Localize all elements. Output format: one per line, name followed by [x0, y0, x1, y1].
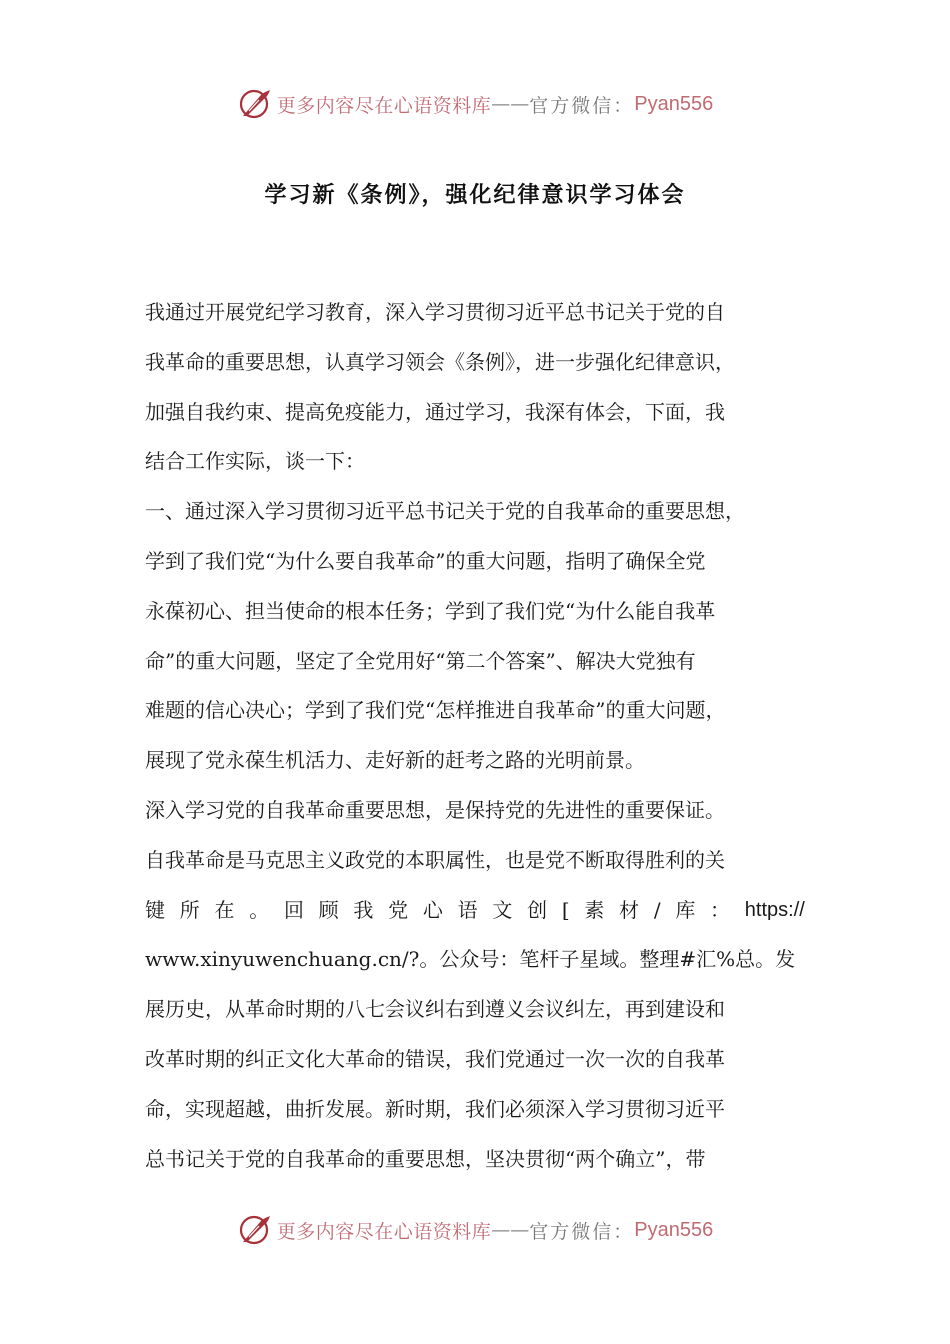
text-segment: 在 [214, 897, 235, 922]
text-segment: / [653, 897, 661, 922]
quill-logo-icon [237, 1212, 273, 1248]
banner-wechat-label: 官方微信： [529, 1220, 635, 1243]
banner-wechat-label: 官方微信： [529, 94, 635, 117]
text-segment: 键 [145, 897, 165, 922]
text-line: 永葆初心、担当使命的根本任务；学到了我们党“为什么能自我革 [145, 598, 716, 623]
text-line: 结合工作实际，谈一下： [145, 449, 365, 474]
footer-banner [0, 1208, 950, 1252]
text-segment: [ [561, 897, 570, 922]
text-segment: 党 [388, 897, 409, 922]
text-segment: 所 [179, 897, 200, 922]
url-segment[interactable]: https:// [744, 898, 805, 921]
text-segment: 文 [492, 897, 513, 922]
text-line: 学到了我们党“为什么要自我革命”的重大问题，指明了确保全党 [145, 548, 706, 573]
header-banner [0, 82, 950, 126]
text-line: 命”的重大问题，坚定了全党用好“第二个答案”、解决大党独有 [145, 648, 696, 673]
text-line: www.xinyuwenchuang.cn/?。公众号：笔杆子星域。整理#汇%总。发 [145, 947, 796, 972]
text-segment: 素 [584, 897, 605, 922]
text-segment: 。 [249, 897, 270, 922]
document-title: 学习新《条例》，强化纪律意识学习体会 [264, 183, 686, 208]
text-line: 一、通过深入学习贯彻习近平总书记关于党的自我革命的重要思想， [145, 499, 745, 524]
text-line: 展现了党永葆生机活力、走好新的赶考之路的光明前景。 [145, 748, 645, 773]
justified-text-line [145, 886, 805, 936]
text-line: 深入学习党的自我革命重要思想，是保持党的先进性的重要保证。 [145, 797, 725, 822]
text-line: 我通过开展党纪学习教育，深入学习贯彻习近平总书记关于党的自 [145, 300, 725, 324]
text-segment: 顾 [318, 897, 339, 922]
text-line: 难题的信心决心；学到了我们党“怎样推进自我革命”的重大问题， [145, 698, 726, 723]
quill-logo-icon [237, 86, 273, 122]
text-segment: ： [710, 897, 731, 922]
banner-text: 更多内容尽在心语资料库 [276, 1220, 492, 1243]
text-line: 我革命的重要思想，认真学习领会《条例》，进一步强化纪律意识， [145, 349, 735, 374]
text-segment: 库 [675, 897, 696, 922]
banner-text: 更多内容尽在心语资料库 [276, 94, 492, 117]
text-line: 展历史，从革命时期的八七会议纠右到遵义会议纠左，再到建设和 [145, 997, 725, 1022]
text-segment: 心 [422, 897, 443, 922]
document-body [145, 288, 805, 1184]
text-line: 自我革命是马克思主义政党的本职属性，也是党不断取得胜利的关 [145, 847, 725, 872]
text-segment: 回 [283, 897, 304, 922]
text-line: 改革时期的纠正文化大革命的错误，我们党通过一次一次的自我革 [145, 1046, 725, 1071]
text-line: 总书记关于党的自我革命的重要思想，坚决贯彻“两个确立”，带 [145, 1146, 706, 1171]
text-segment: 我 [353, 897, 374, 922]
banner-wechat-id: Pyan556 [634, 92, 714, 115]
banner-separator: —— [491, 93, 530, 115]
text-line: 加强自我约束、提高免疫能力，通过学习，我深有体会，下面，我 [145, 399, 725, 424]
text-segment: 创 [527, 897, 548, 922]
text-line: 命，实现超越，曲折发展。新时期，我们必须深入学习贯彻习近平 [145, 1096, 725, 1121]
banner-wechat-id: Pyan556 [634, 1218, 714, 1241]
text-segment: 材 [619, 897, 640, 922]
text-segment: 语 [457, 897, 478, 922]
banner-separator: —— [491, 1219, 530, 1241]
